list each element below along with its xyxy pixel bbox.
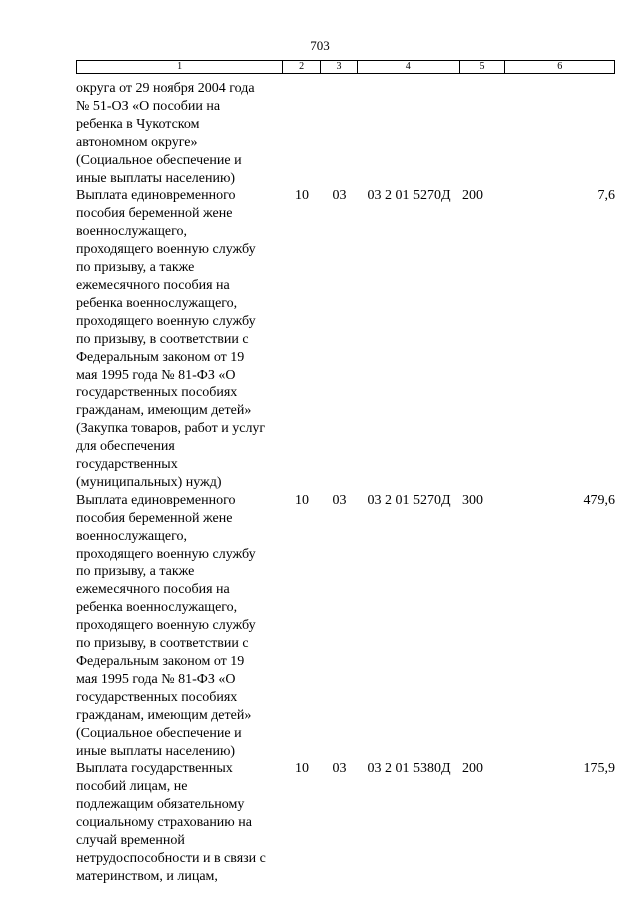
row-target-article: 03 2 01 5270Д <box>367 492 451 508</box>
row-expense-type: 300 <box>462 492 483 508</box>
row-description <box>76 80 283 187</box>
description-line: по призыву, в соответствии с <box>76 331 249 347</box>
table-row <box>76 760 615 885</box>
description-line: округа от 29 ноября 2004 года <box>76 81 255 96</box>
description-line: по призыву, а также <box>76 260 195 276</box>
column-header-6: 6 <box>557 61 563 72</box>
description-line: ежемесячного пособия на <box>76 582 230 598</box>
description-line: (Социальное обеспечение и <box>76 152 242 168</box>
description-line: Федеральным законом от 19 <box>76 349 245 365</box>
description-line: Выплата единовременного <box>76 188 236 204</box>
description-line: подлежащим обязательному <box>76 797 245 813</box>
description-line: мая 1995 года № 81-ФЗ «О <box>76 671 236 687</box>
table-row <box>76 80 615 187</box>
row-description <box>76 492 283 761</box>
column-header-4: 4 <box>358 61 460 73</box>
table-header-row <box>76 60 615 74</box>
column-header-3: 3 <box>321 61 358 73</box>
table-row <box>76 187 615 491</box>
row-description <box>76 187 283 491</box>
row-expense-type: 200 <box>462 761 483 777</box>
description-line: по призыву, а также <box>76 564 195 580</box>
description-line: военнослужащего, <box>76 528 188 544</box>
row-subsection: 03 <box>332 188 347 204</box>
page-number: 703 <box>310 38 330 53</box>
column-header-5: 5 <box>460 61 506 73</box>
description-line: Выплата единовременного <box>76 492 236 508</box>
column-header-1: 1 <box>77 61 283 73</box>
description-line: Выплата государственных <box>76 761 233 777</box>
description-line: (муниципальных) нужд) <box>76 474 222 490</box>
description-line: гражданам, имеющим детей» <box>76 403 252 419</box>
row-expense-type: 200 <box>462 188 483 204</box>
description-line: проходящего военную службу <box>76 242 256 258</box>
description-line: материнством, и лицам, <box>76 868 218 884</box>
table-body <box>76 80 615 886</box>
description-line: ребенка в Чукотском <box>76 116 200 132</box>
description-line: Федеральным законом от 19 <box>76 654 245 669</box>
row-section: 10 <box>295 492 309 508</box>
row-amount: 175,9 <box>583 761 615 777</box>
table-row <box>76 492 615 761</box>
row-amount: 7,6 <box>597 188 615 204</box>
description-line: нетрудоспособности и в связи с <box>76 850 266 866</box>
description-line: государственных <box>76 457 178 473</box>
description-line: государственных пособиях <box>76 689 238 705</box>
row-subsection: 03 <box>332 492 347 508</box>
description-line: случай временной <box>76 833 185 849</box>
description-line: мая 1995 года № 81-ФЗ «О <box>76 367 236 383</box>
description-line: проходящего военную службу <box>76 313 256 329</box>
description-line: ребенка военнослужащего, <box>76 600 238 616</box>
description-line: автономном округе» <box>76 134 198 150</box>
description-line: (Социальное обеспечение и <box>76 725 242 741</box>
description-line: пособия беременной жене <box>76 206 233 222</box>
row-description <box>76 760 283 885</box>
description-line: по призыву, в соответствии с <box>76 636 249 652</box>
description-line: иные выплаты населению) <box>76 170 236 186</box>
row-section: 10 <box>295 188 309 204</box>
row-subsection: 03 <box>332 761 347 777</box>
description-line: (Закупка товаров, работ и услуг <box>76 421 266 437</box>
row-target-article: 03 2 01 5380Д <box>367 761 451 777</box>
description-line: № 51-ОЗ «О пособии на <box>76 98 221 114</box>
row-target-article: 03 2 01 5270Д <box>367 188 451 204</box>
description-line: государственных пособиях <box>76 385 238 401</box>
row-amount: 479,6 <box>583 492 615 508</box>
description-line: проходящего военную службу <box>76 618 256 634</box>
description-line: для обеспечения <box>76 439 175 455</box>
description-line: военнослужащего, <box>76 224 188 240</box>
description-line: ежемесячного пособия на <box>76 277 230 293</box>
description-line: гражданам, имеющим детей» <box>76 707 252 723</box>
column-header-2: 2 <box>283 61 321 73</box>
row-section: 10 <box>295 761 309 777</box>
description-line: ребенка военнослужащего, <box>76 295 238 311</box>
description-line: проходящего военную службу <box>76 546 256 562</box>
description-line: иные выплаты населению) <box>76 743 236 759</box>
description-line: пособий лицам, не <box>76 779 188 795</box>
description-line: социальному страхованию на <box>76 815 252 831</box>
description-line: пособия беременной жене <box>76 510 233 526</box>
